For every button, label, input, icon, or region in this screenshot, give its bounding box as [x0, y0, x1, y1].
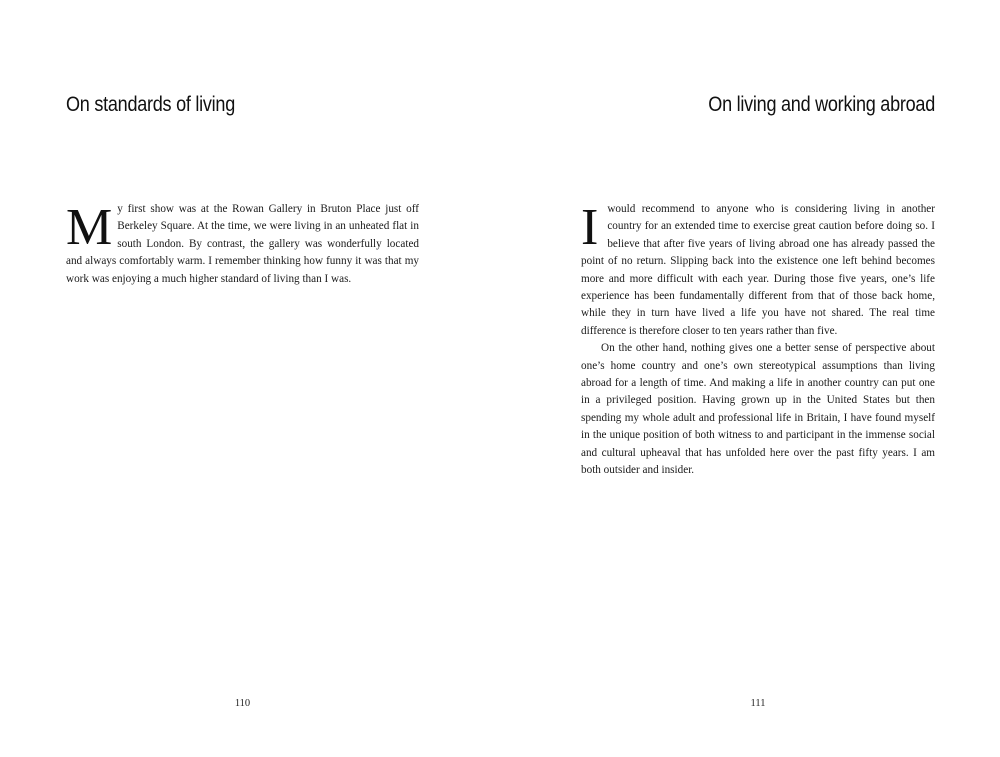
- left-paragraph-1: [66, 201, 419, 288]
- right-page: [581, 0, 935, 757]
- left-page: [66, 0, 419, 757]
- left-dropcap: M: [66, 199, 113, 256]
- left-page-body: [66, 201, 419, 288]
- right-paragraph-2: On the other hand, nothing gives one a better sense of perspective about one’s home country and one’s own stereotypical assumptions than living abroad for a length of time. And making a life in another country can put one in a privileged position. Having grown up in the United States but then spending my whole adult and professional life in Britain, I have found myself in the unique position of both witness to and participant in the immense social and cultural upheaval that has unfolded here over the past fifty years. I am both outsider and insider.: [581, 342, 935, 477]
- left-page-title: On standards of living: [66, 93, 236, 116]
- right-page-body: [581, 201, 935, 480]
- right-page-number: 111: [750, 698, 766, 709]
- right-page-title: On living and working abroad: [708, 93, 935, 116]
- right-paragraph-1-text: would recommend to anyone who is considering living in another country for an extended time to exercise great caution before doing so. I believe that after five years of living abroad one has already passed the point of no return. Slipping back into the existence one left behind becomes more and more difficult with each year. During those five years, one’s life experience has been fundamentally different from that of those back home, while they in turn have lived a life you have not shared. The real time difference is therefore closer to ten years rather than five.: [581, 203, 935, 337]
- left-page-number: 110: [234, 698, 251, 709]
- right-dropcap: I: [581, 199, 599, 256]
- right-paragraph-1: [581, 201, 935, 340]
- left-paragraph-1-text: y first show was at the Rowan Gallery in Bruton Place just off Berkeley Square. At the time, we were living in an unheated flat in south London. By contrast, the gallery was wonderfully located and always comfortably warm. I remember thinking how funny it was that my work was enjoying a much higher standard of living than I was.: [66, 203, 419, 285]
